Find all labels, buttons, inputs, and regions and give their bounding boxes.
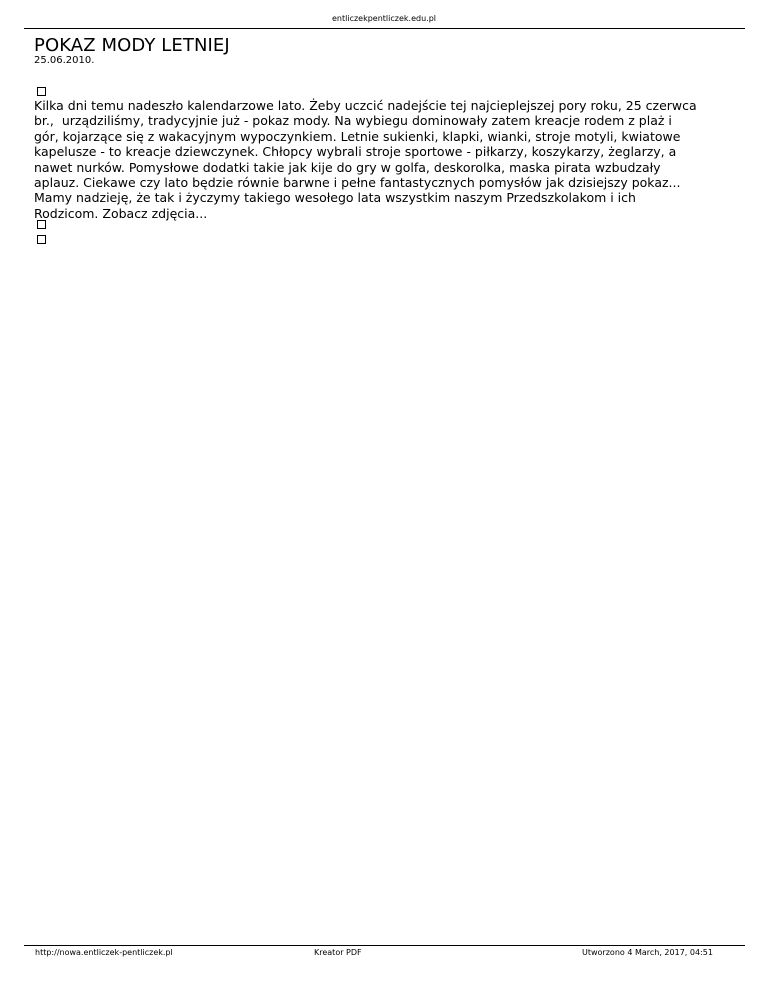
article-title: POKAZ MODY LETNIEJ [34, 35, 230, 56]
missing-image-placeholder-icon [37, 87, 46, 96]
article-date: 25.06.2010. [34, 55, 95, 66]
missing-image-placeholder-icon [37, 220, 46, 229]
page-header-site: entliczekpentliczek.edu.pl [332, 14, 436, 23]
footer-creator: Kreator PDF [314, 948, 362, 957]
header-divider [24, 28, 745, 29]
footer-url: http://nowa.entliczek-pentliczek.pl [35, 948, 173, 957]
article-body: Kilka dni temu nadeszło kalendarzowe lato. Żeby uczcić nadejście tej najcieplejszej pory roku, 25 czerwca br., urządziliśmy, tradycyjnie już - pokaz mody. Na wybiegu dominowały zatem kreacje rodem z plaż i gór, kojarzące się z wakacyjnym wypoczynkiem. Letnie sukienki, klapki, wianki, stroje motyli, kwiatowe kapelusze - to kreacje dziewczynek. Chłopcy wybrali stroje sportowe - piłkarzy, koszykarzy, żeglarzy, a nawet nurków. Pomysłowe dodatki takie jak kije do gry w golfa, deskorolka, maska pirata wzbudzały aplauz. Ciekawe czy lato będzie równie barwne i pełne fantastycznych pomysłów jak dzisiejszy pokaz... Mamy nadzieję, że tak i życzymy takiego wesołego lata wszystkim naszym Przedszkolakom i ich Rodzicom. Zobacz zdjęcia... [34, 98, 697, 221]
missing-image-placeholder-icon [37, 235, 46, 244]
footer-divider [24, 945, 745, 946]
footer-created-timestamp: Utworzono 4 March, 2017, 04:51 [582, 948, 713, 957]
